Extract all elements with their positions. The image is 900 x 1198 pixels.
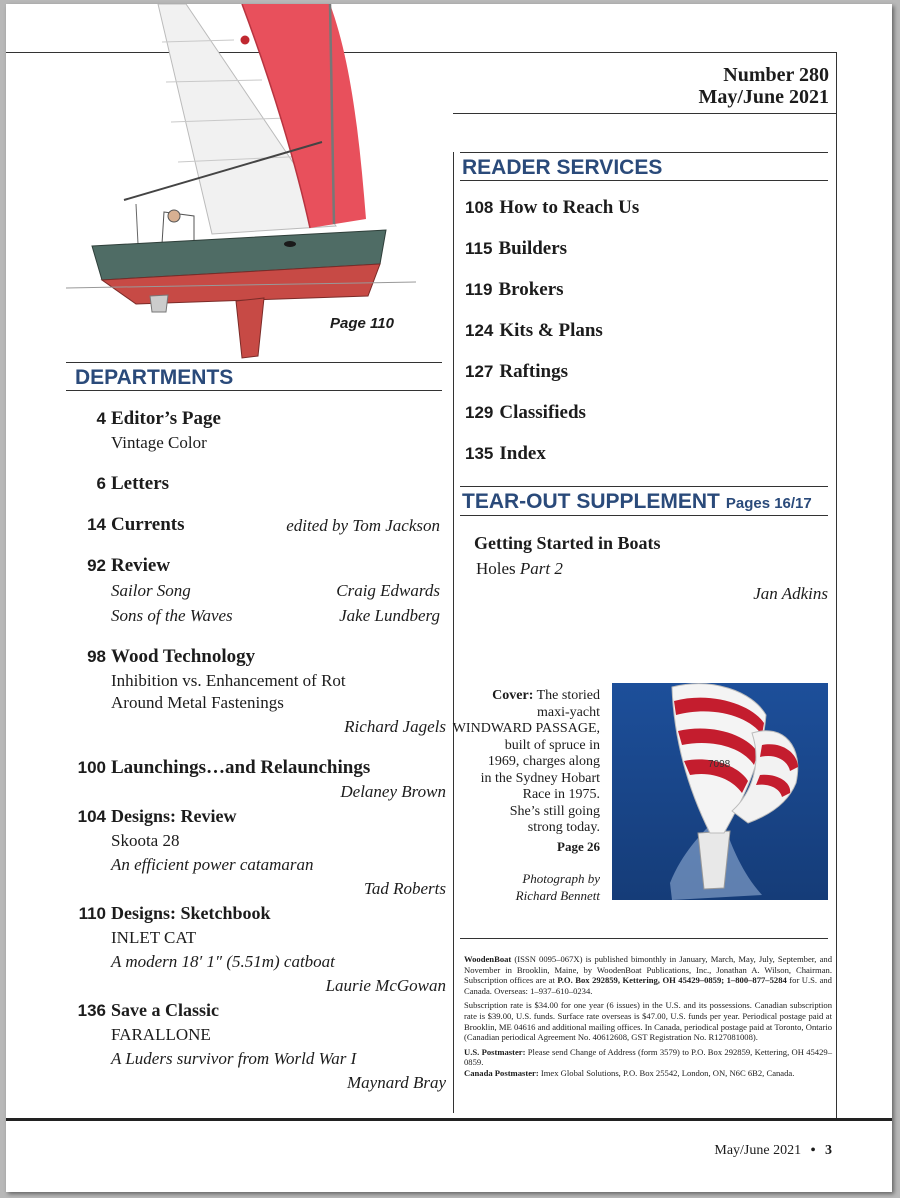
entry-subtitle: INLET CAT [111, 928, 197, 947]
reader-service-item[interactable] [465, 361, 568, 383]
entry-page-number: 6 [96, 474, 106, 493]
reader-service-page: 129 [465, 403, 494, 422]
cover-page: Page 26 [557, 838, 600, 854]
publication-text: for U.S. and Canada. Overseas: 1–937–610–0234. [464, 975, 832, 996]
reader-services-heading-rule [460, 180, 828, 181]
entry-title[interactable]: Review [111, 555, 171, 576]
issue-date: May/June 2021 [698, 86, 829, 108]
entry-title[interactable]: Wood Technology [111, 646, 256, 667]
entry-page-number: 110 [78, 904, 106, 923]
reader-services-heading: READER SERVICES [462, 156, 663, 179]
reader-service-page: 124 [465, 321, 494, 340]
reader-service-page: 119 [465, 280, 493, 299]
publication-name: WoodenBoat [464, 954, 512, 964]
cover-line: maxi-yacht [537, 704, 600, 720]
supplement-rule [460, 486, 828, 487]
departments-rule [66, 362, 442, 363]
rudder [150, 295, 168, 312]
reader-service-title: Kits & Plans [499, 320, 603, 341]
entry-title[interactable]: Editor’s Page [111, 408, 221, 429]
supplement-heading-row [462, 490, 812, 514]
reader-services-rule [460, 152, 828, 153]
cover-line: 1969, charges along [487, 754, 600, 769]
reader-service-page: 108 [465, 198, 494, 217]
reader-service-page: 115 [465, 239, 493, 258]
reader-service-item[interactable] [465, 320, 603, 342]
entry-title[interactable]: Designs: Sketchbook [111, 903, 271, 923]
column-divider [453, 152, 454, 1113]
entry-page-number: 100 [77, 758, 106, 777]
supplement-heading-rule [460, 515, 828, 516]
magazine-page [6, 4, 892, 1192]
publication-paragraph [464, 954, 832, 996]
supplement-sub: Holes [476, 559, 516, 578]
review-item-author: Craig Edwards [336, 581, 440, 600]
supplement-author: Jan Adkins [753, 584, 828, 603]
supplement-pages: Pages 16/17 [725, 495, 812, 512]
illustration-caption: Page 110 [330, 315, 394, 332]
cover-line: WINDWARD PASSAGE, [452, 721, 600, 736]
issue-rule [453, 113, 836, 114]
reader-service-item[interactable] [465, 443, 546, 465]
reader-service-page: 127 [465, 362, 494, 381]
reader-service-title: How to Reach Us [499, 197, 640, 218]
entry-credit: Laurie McGowan [325, 976, 446, 995]
reader-service-item[interactable] [465, 197, 639, 219]
reader-service-item[interactable] [465, 238, 567, 260]
sail-number: 7098 [708, 759, 731, 770]
reader-service-title: Index [499, 443, 546, 464]
cover-line: Race in 1975. [522, 787, 600, 802]
reader-service-title: Raftings [499, 361, 568, 382]
reader-service-item[interactable] [465, 402, 586, 424]
cover-line: strong today. [527, 820, 600, 835]
entry-page-number: 14 [87, 515, 106, 534]
cover-line-text: The storied [536, 688, 600, 703]
canada-postmaster-paragraph [464, 1068, 832, 1079]
cover-line [440, 688, 600, 705]
fine-print-rule [460, 938, 828, 939]
entry-title[interactable]: Letters [111, 473, 170, 494]
cover-line: She’s still going [509, 803, 600, 819]
entry-subtitle: An efficient power catamaran [111, 855, 314, 874]
catboat-illustration [66, 4, 446, 364]
cover-line: in the Sydney Hobart [480, 770, 600, 786]
us-postmaster-paragraph [464, 1047, 832, 1068]
subscription-paragraph: Subscription rate is $34.00 for one year (6 issues) in the U.S. and its possessions. Canadian subscription rate is $39.00, U.S. funds. Surface rate overseas is $47.00, U.S. funds per year. Periodical postage paid at Brooklin, ME 04616 and additional mailing offices. In Canada, periodical postage paid at Toronto, Ontario (Canadian periodical Agreement No. 40612608, GST Registration No. R127081008). [464, 1000, 832, 1043]
cover-caption [440, 688, 600, 904]
departments-heading-rule [66, 390, 442, 391]
supplement-part: Part 2 [519, 559, 563, 578]
entry-credit: Tad Roberts [363, 879, 446, 898]
centerboard [236, 298, 264, 358]
entry-subtitle: Inhibition vs. Enhancement of Rot [111, 671, 346, 690]
reader-service-title: Builders [498, 238, 568, 259]
supplement-heading: TEAR-OUT SUPPLEMENT [462, 490, 720, 513]
entry-credit: Maynard Bray [347, 1073, 446, 1092]
review-item-author: Jake Lundberg [339, 606, 440, 625]
reader-service-title: Brokers [498, 279, 564, 300]
publication-text: (ISSN 0095–067X) is published bimonthly in January, March, May, July, September, and November in Brooklin, Maine, by WoodenBoat Publications, Inc., Jonathan A. Wilson, Chairman. Subscription offices are at [464, 954, 832, 986]
right-frame-rule [836, 52, 837, 1118]
review-item-title: Sailor Song [111, 581, 191, 600]
entry-subtitle: Around Metal Fastenings [111, 693, 284, 712]
entry-page-number: 98 [87, 647, 106, 666]
entry-page-number: 104 [77, 807, 106, 826]
publication-notice [464, 954, 832, 1083]
entry-page-number: 136 [77, 1001, 106, 1020]
reader-service-title: Classifieds [499, 402, 586, 423]
photo-credit: Photograph by [522, 871, 600, 886]
issue-block [698, 64, 829, 108]
footer-page-number: 3 [825, 1143, 832, 1158]
review-item-title: Sons of the Waves [111, 606, 233, 625]
subscription-address: P.O. Box 292859, Kettering, OH 45429–0859; 1–800–877–5284 [557, 975, 787, 986]
departments-heading: DEPARTMENTS [75, 366, 234, 389]
entry-credit: Delaney Brown [340, 782, 446, 801]
entry-subtitle: A modern 18′ 1″ (5.51m) catboat [111, 952, 335, 971]
yacht-hull [698, 831, 730, 889]
supplement-title[interactable]: Getting Started in Boats [474, 533, 661, 553]
reader-service-page: 135 [465, 444, 494, 463]
us-postmaster-label: U.S. Postmaster: [464, 1046, 526, 1057]
page-footer [714, 1143, 832, 1159]
entry-subtitle: Skoota 28 [111, 831, 180, 850]
cover-photo[interactable] [612, 683, 828, 900]
canada-postmaster-label: Canada Postmaster: [464, 1067, 539, 1078]
entry-title[interactable]: Currents [111, 514, 185, 535]
entry-title[interactable]: Launchings…and Relaunchings [111, 757, 371, 778]
entry-subtitle: A Luders survivor from World War I [111, 1049, 357, 1068]
entry-subtitle: Vintage Color [111, 433, 207, 452]
footer-date: May/June 2021 [714, 1143, 802, 1158]
entry-credit: edited by Tom Jackson [286, 516, 440, 535]
entry-title[interactable]: Designs: Review [111, 806, 237, 826]
entry-credit: Richard Jagels [344, 717, 446, 736]
us-postmaster-text: Please send Change of Address (form 3579) to P.O. Box 292859, Kettering, OH 45429–0859. [464, 1046, 832, 1068]
entry-page-number: 4 [96, 409, 106, 428]
bottom-rule [6, 1118, 892, 1121]
entry-page-number: 92 [87, 556, 106, 575]
photo-credit: Richard Bennett [515, 887, 600, 903]
supplement-subtitle [476, 559, 563, 579]
entry-title[interactable]: Save a Classic [111, 1000, 219, 1020]
cover-label: Cover: [492, 688, 534, 703]
entry-subtitle: FARALLONE [111, 1025, 211, 1044]
issue-number: Number 280 [723, 64, 829, 86]
canada-postmaster-text: Imex Global Solutions, P.O. Box 25542, London, ON, N6C 6B2, Canada. [538, 1067, 795, 1078]
cover-line: built of spruce in [504, 737, 600, 753]
reader-service-item[interactable] [465, 279, 564, 301]
footer-bullet: • [810, 1143, 816, 1158]
